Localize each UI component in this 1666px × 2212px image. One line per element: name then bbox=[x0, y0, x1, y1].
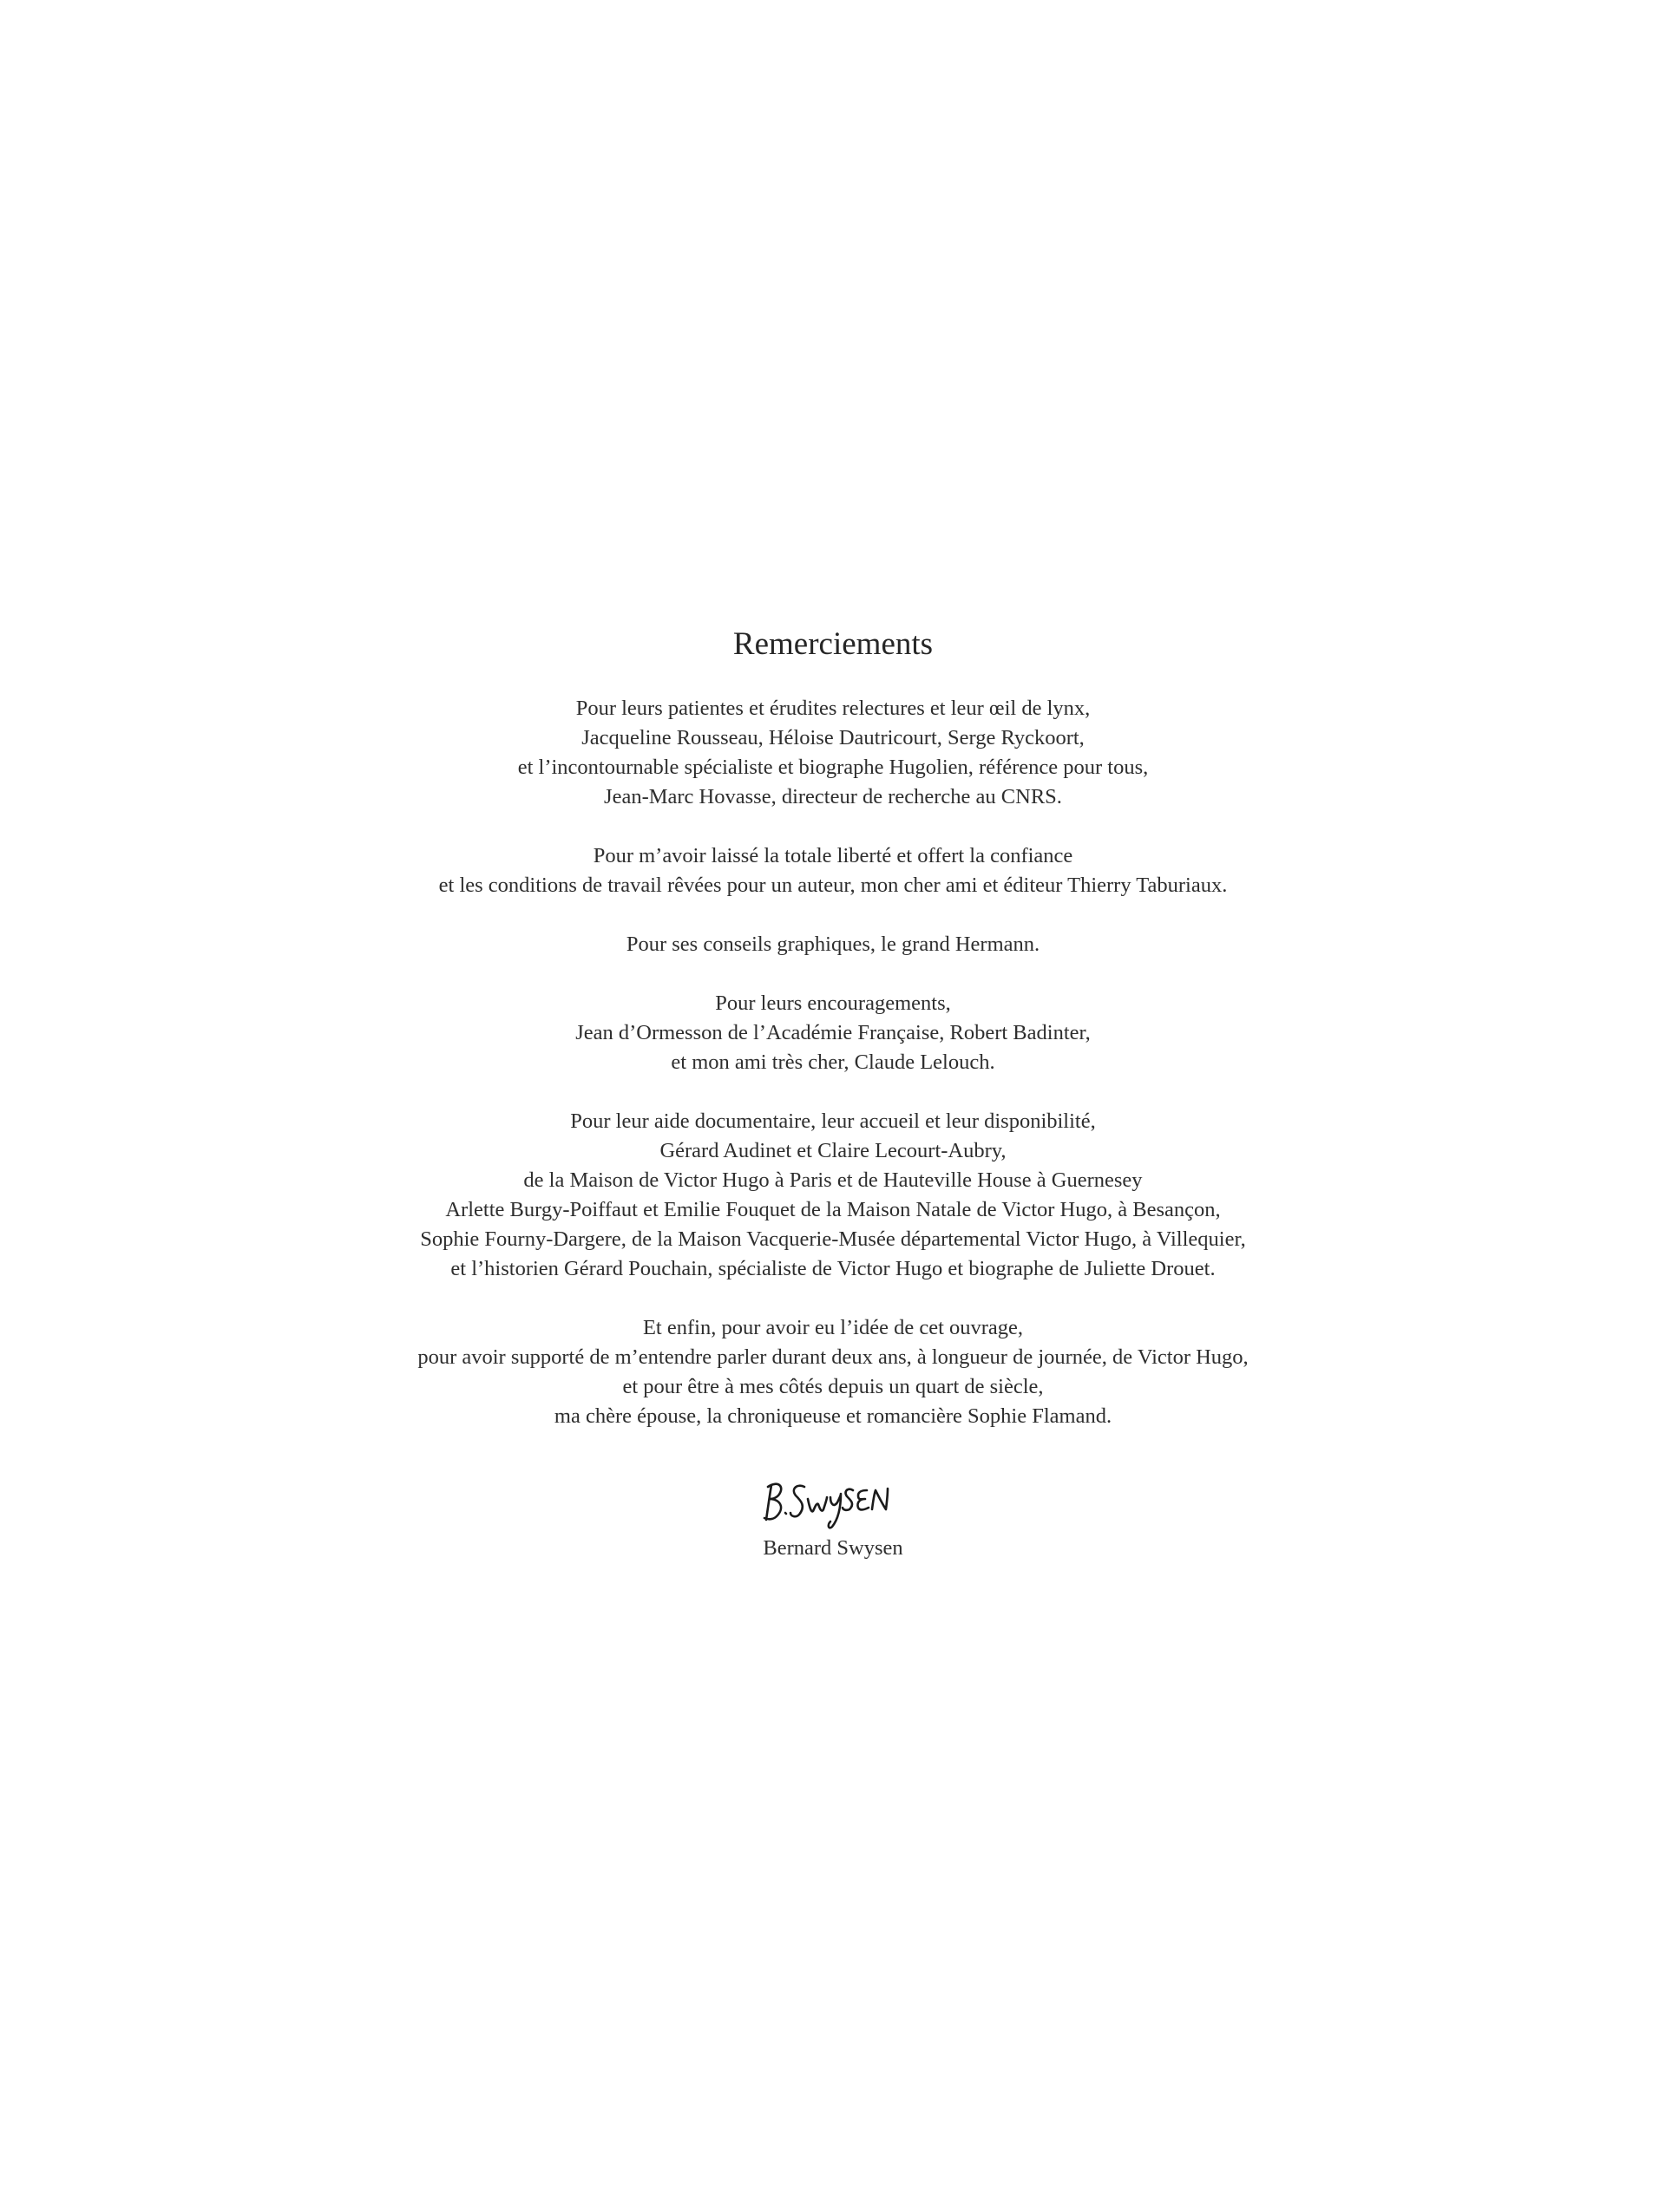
text-line: Gérard Audinet et Claire Lecourt-Aubry, bbox=[659, 1139, 1007, 1162]
text-line: Arlette Burgy-Poiffaut et Emilie Fouquet de la Maison Natale de Victor Hugo, à Besançon, bbox=[445, 1198, 1221, 1221]
paragraph-spouse bbox=[0, 1313, 1666, 1431]
paragraph-documentation bbox=[0, 1107, 1666, 1284]
text-line: Et enfin, pour avoir eu l’idée de cet ouvrage, bbox=[642, 1316, 1024, 1339]
text-line: et pour être à mes côtés depuis un quart de siècle, bbox=[622, 1375, 1044, 1398]
text-line: de la Maison de Victor Hugo à Paris et de Hauteville House à Guernesey bbox=[523, 1168, 1143, 1192]
text-line: Jacqueline Rousseau, Héloise Dautricourt, Serge Ryckoort, bbox=[581, 726, 1085, 749]
handwritten-signature bbox=[759, 1469, 907, 1530]
signature-block bbox=[0, 1469, 1666, 1563]
signer-name: Bernard Swysen bbox=[763, 1536, 903, 1560]
text-line: et les conditions de travail rêvées pour un auteur, mon cher ami et éditeur Thierry Taburiaux. bbox=[438, 874, 1228, 897]
paragraph-encouragements bbox=[0, 989, 1666, 1077]
text-line: Sophie Fourny-Dargere, de la Maison Vacquerie-Musée départemental Victor Hugo, à Villequier, bbox=[420, 1227, 1246, 1251]
text-line: Pour leurs encouragements, bbox=[715, 991, 951, 1015]
page-title: Remerciements bbox=[732, 626, 934, 662]
text-line: et mon ami très cher, Claude Lelouch. bbox=[671, 1050, 995, 1074]
text-line: et l’incontournable spécialiste et biographe Hugolien, référence pour tous, bbox=[517, 756, 1149, 779]
paragraph-graphic-advice bbox=[0, 930, 1666, 959]
text-line: ma chère épouse, la chroniqueuse et romancière Sophie Flamand. bbox=[554, 1404, 1112, 1428]
paragraph-publisher bbox=[0, 841, 1666, 900]
text-line: Pour leur aide documentaire, leur accueil et leur disponibilité, bbox=[570, 1109, 1096, 1133]
text-line: Jean d’Ormesson de l’Académie Française, Robert Badinter, bbox=[575, 1021, 1091, 1044]
text-line: et l’historien Gérard Pouchain, spécialiste de Victor Hugo et biographe de Juliette Drouet. bbox=[450, 1257, 1216, 1280]
text-line: Pour ses conseils graphiques, le grand Hermann. bbox=[626, 933, 1040, 956]
text-line: Jean-Marc Hovasse, directeur de recherche au CNRS. bbox=[604, 785, 1062, 808]
acknowledgements-content bbox=[0, 623, 1666, 1563]
paragraph-proofreaders bbox=[0, 694, 1666, 812]
text-line: Pour leurs patientes et érudites relectures et leur œil de lynx, bbox=[575, 697, 1091, 720]
text-line: Pour m’avoir laissé la totale liberté et offert la confiance bbox=[593, 844, 1073, 867]
text-line: pour avoir supporté de m’entendre parler durant deux ans, à longueur de journée, de Victor Hugo, bbox=[417, 1345, 1249, 1369]
